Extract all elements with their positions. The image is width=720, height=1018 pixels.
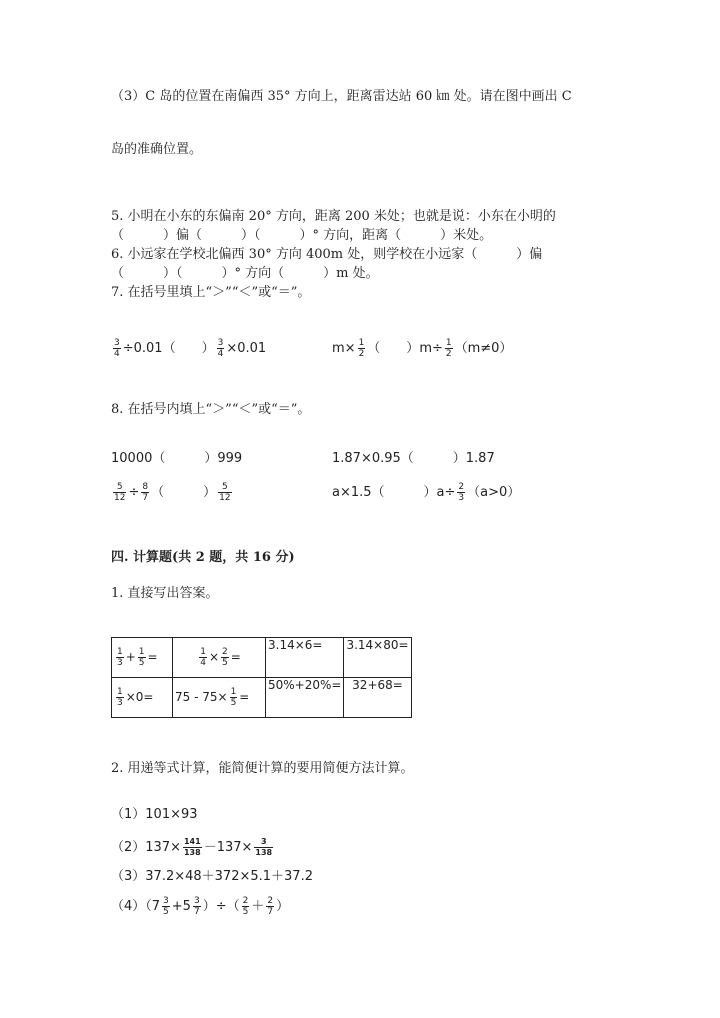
q7-item1: $\frac{3}{4}$ ÷0.01（ ） $\frac{3}{4}$ ×0.01	[114, 338, 267, 359]
table-cell: $\frac{1}{4}$ × $\frac{2}{5}$ =	[173, 638, 266, 678]
q8-item1: 10000（ ）999	[111, 451, 243, 466]
calc-table	[111, 637, 412, 718]
fraction: $\frac{1}{2}$	[445, 338, 452, 359]
fraction: $\frac{1}{4}$	[200, 647, 206, 668]
table-row	[112, 678, 412, 718]
fraction: $\frac{3}{7}$	[193, 896, 200, 917]
fraction: $\frac{5}{12}$	[219, 482, 231, 503]
q8-item3: $\frac{5}{12}$ ÷ $\frac{8}{7}$ （ ） $\frac{5}{12}$	[114, 482, 231, 503]
fraction: $\frac{3}{4}$	[114, 338, 120, 359]
fraction: $\frac{2}{5}$	[242, 896, 249, 917]
fraction: $\frac{3}{138}$	[255, 837, 273, 857]
fraction: $\frac{3}{4}$	[217, 338, 224, 359]
section-title: 四. 计算题(共 2 题，共 16 分)	[111, 550, 295, 565]
table-cell: $\frac{1}{3}$ ×0=	[112, 678, 173, 718]
fraction: $\frac{5}{12}$	[114, 482, 126, 503]
calc-q1-prompt: 1. 直接写出答案。	[111, 586, 219, 601]
q3-line2: 岛的准确位置。	[111, 142, 203, 157]
fraction: $\frac{2}{7}$	[267, 896, 274, 917]
calc-item-4: （4）（7 $\frac{3}{5}$ +5 $\frac{3}{7}$ ）÷（ $\frac{2}{5}$ ＋ $\frac{2}{7}$ ）	[111, 896, 290, 917]
fraction: $\frac{1}{3}$	[117, 647, 123, 668]
q3-line1: （3）C 岛的位置在南偏西 35° 方向上，距离雷达站 60 ㎞ 处。请在图中画出 C	[111, 89, 572, 104]
calc-item-1: （1）101×93	[111, 807, 198, 822]
q7-prompt: 7. 在括号里填上“＞”“＜”或“＝”。	[111, 285, 311, 300]
q5-line1: 5. 小明在小东的东偏南 20° 方向，距离 200 米处；也就是说：小东在小明的	[111, 209, 556, 224]
fraction: $\frac{1}{5}$	[138, 647, 145, 668]
calc-item-3: （3）37.2×48＋372×5.1＋37.2	[111, 869, 313, 884]
q8-item2: 1.87×0.95（ ）1.87	[332, 451, 495, 466]
table-cell: 3.14×80=	[344, 638, 411, 678]
fraction: $\frac{1}{3}$	[117, 687, 123, 708]
q7-item2: m× $\frac{1}{2}$ （ ）m÷ $\frac{1}{2}$ （m≠0）	[332, 338, 513, 359]
fraction: $\frac{141}{138}$	[183, 837, 201, 857]
table-cell: $\frac{1}{3}$ + $\frac{1}{5}$ =	[112, 638, 173, 678]
calc-item-2: （2）137× $\frac{141}{138}$ －137× $\frac{3}{138}$	[111, 837, 273, 857]
q8-item4: a×1.5（ ）a÷ $\frac{2}{3}$ （a>0）	[332, 482, 521, 503]
q8-prompt: 8. 在括号内填上“＞”“＜”或“＝”。	[111, 402, 311, 417]
fraction: $\frac{8}{7}$	[142, 482, 149, 503]
q6-line2: （ ）（ ）° 方向（ ）m 处。	[111, 266, 379, 281]
table-cell: 50%+20%=	[266, 678, 344, 718]
q5-line2: （ ）偏（ ）（ ）° 方向，距离（ ）米处。	[111, 228, 493, 243]
calc-q2-prompt: 2. 用递等式计算，能简便计算的要用简便方法计算。	[111, 761, 414, 776]
table-row	[112, 638, 412, 678]
fraction: $\frac{2}{5}$	[222, 647, 228, 668]
fraction: $\frac{3}{5}$	[163, 896, 169, 917]
fraction: $\frac{1}{5}$	[230, 687, 237, 708]
table-cell: 75 - 75× $\frac{1}{5}$ =	[173, 678, 266, 718]
fraction: $\frac{2}{3}$	[458, 482, 465, 503]
table-cell: 32+68=	[344, 678, 411, 718]
table-cell: 3.14×6=	[266, 638, 344, 678]
fraction: $\frac{1}{2}$	[358, 338, 365, 359]
q6-line1: 6. 小远家在学校北偏西 30° 方向 400m 处，则学校在小远家（ ）偏	[111, 247, 543, 262]
